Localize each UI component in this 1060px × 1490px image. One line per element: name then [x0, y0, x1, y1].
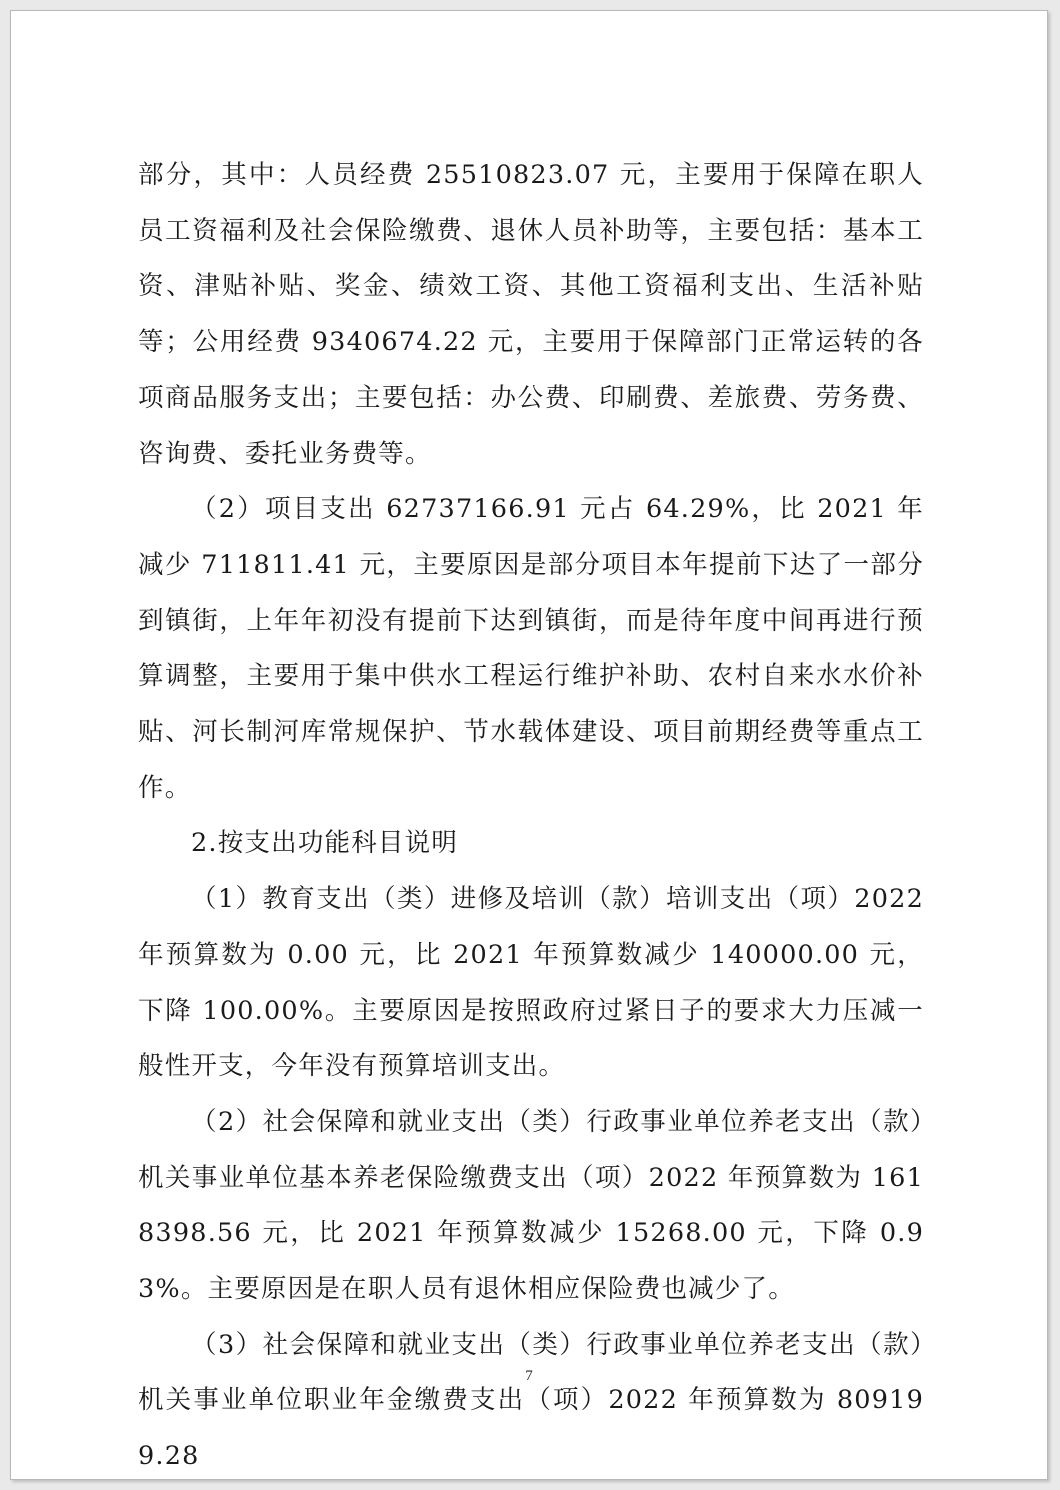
document-page [10, 10, 1048, 1480]
paragraph-project-expenditure: （2）项目支出 62737166.91 元占 64.29%，比 2021 年减少 711811.41 元，主要原因是部分项目本年提前下达了一部分到镇街，上年年初没有提前下达到镇街，而是待年度中间再进行预算调整，主要用于集中供水工程运行维护补助、农村自来水水价补贴、河长制河库常规保护、节水载体建设、项目前期经费等重点工作。 [138, 494, 924, 803]
page-number: 7 [525, 1368, 533, 1384]
paragraph-personnel-public-expenses: 部分，其中：人员经费 25510823.07 元，主要用于保障在职人员工资福利及社会保险缴费、退休人员补助等，主要包括：基本工资、津贴补贴、奖金、绩效工资、其他工资福利支出、生活补贴等；公用经费 9340674.22 元，主要用于保障部门正常运转的各项商品服务支出；主要包括：办公费、印刷费、差旅费、劳务费、咨询费、委托业务费等。 [138, 160, 924, 469]
paragraph-basic-pension-insurance: （2）社会保障和就业支出（类）行政事业单位养老支出（款）机关事业单位基本养老保险缴费支出（项）2022 年预算数为 1618398.56 元，比 2021 年预算数减少 15268.00 元，下降 0.93%。主要原因是在职人员有退休相应保险费也减少了。 [138, 1106, 924, 1305]
section-heading-functional-classification: 2.按支出功能科目说明 [191, 828, 459, 859]
paragraph-occupational-annuity: （3）社会保障和就业支出（类）行政事业单位养老支出（款）机关事业单位职业年金缴费支出（项）2022 年预算数为 809199.28 [138, 1329, 924, 1472]
paragraph-education-expenditure: （1）教育支出（类）进修及培训（款）培训支出（项）2022 年预算数为 0.00 元，比 2021 年预算数减少 140000.00 元，下降 100.00%。主要原因是按照政府过紧日子的要求大力压减一般性开支，今年没有预算培训支出。 [138, 884, 924, 1082]
document-body [138, 148, 924, 1485]
